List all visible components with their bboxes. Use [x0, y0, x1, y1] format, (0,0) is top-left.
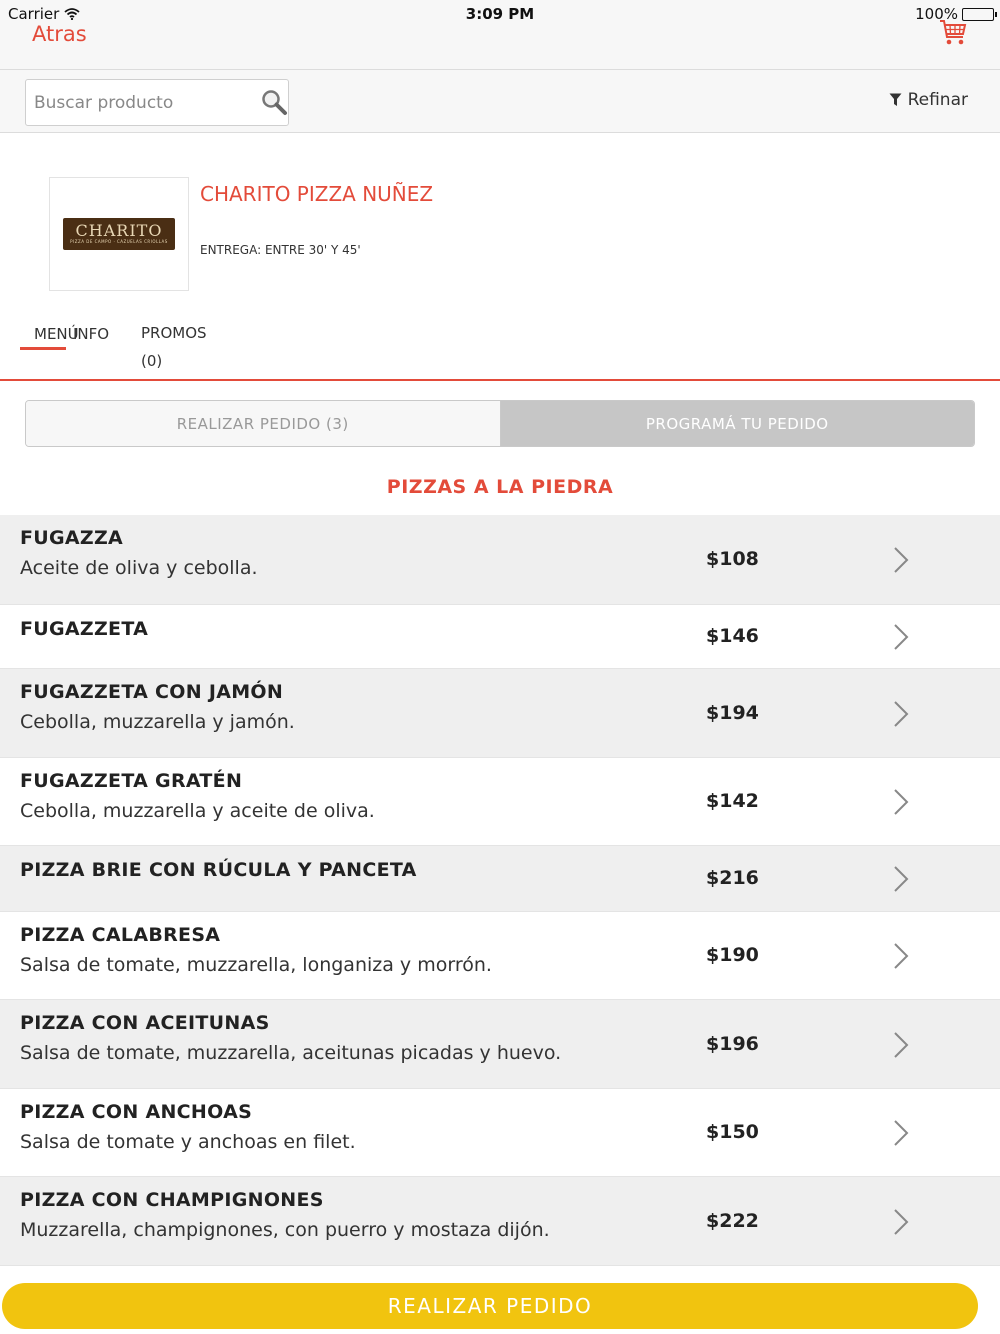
product-description: Salsa de tomate y anchoas en filet.	[20, 1131, 356, 1153]
tab-info[interactable]: INFO	[73, 325, 110, 343]
back-button[interactable]: Atras	[32, 22, 87, 46]
product-row[interactable]	[0, 846, 1000, 912]
product-row[interactable]	[0, 912, 1000, 1000]
place-order-button[interactable]: REALIZAR PEDIDO	[2, 1283, 978, 1329]
chevron-right-icon	[892, 1119, 910, 1147]
product-row[interactable]	[0, 1000, 1000, 1089]
refine-button[interactable]	[889, 90, 968, 110]
product-description: Muzzarella, champignones, con puerro y mostaza dijón.	[20, 1219, 550, 1241]
product-name: FUGAZZETA GRATÉN	[20, 770, 243, 792]
order-bar	[0, 1266, 1000, 1334]
product-row[interactable]	[0, 1177, 1000, 1266]
restaurant-name: CHARITO PIZZA NUÑEZ	[200, 182, 434, 206]
chevron-right-icon	[892, 788, 910, 816]
product-price: $108	[706, 548, 759, 570]
chevron-right-icon	[892, 546, 910, 574]
chevron-right-icon	[892, 865, 910, 893]
delivery-time: ENTREGA: ENTRE 30' Y 45'	[200, 243, 361, 257]
product-row[interactable]	[0, 669, 1000, 758]
tab-promos-label: PROMOS	[141, 324, 207, 342]
chevron-right-icon	[892, 942, 910, 970]
chevron-right-icon	[892, 700, 910, 728]
refine-label: Refinar	[907, 90, 968, 110]
section-title: PIZZAS A LA PIEDRA	[386, 476, 614, 498]
tab-menu[interactable]: MENÚ	[34, 325, 79, 343]
active-tab-indicator	[20, 347, 66, 350]
product-row[interactable]	[0, 1089, 1000, 1177]
tab-promos[interactable]	[141, 319, 207, 375]
chevron-right-icon	[892, 1208, 910, 1236]
search-icon[interactable]	[260, 88, 288, 116]
product-description: Cebolla, muzzarella y jamón.	[20, 711, 295, 733]
restaurant-logo	[49, 177, 189, 291]
search-box[interactable]	[25, 79, 289, 126]
tab-promos-count: (0)	[141, 352, 163, 370]
filter-icon	[889, 93, 902, 107]
product-list	[0, 515, 1000, 1266]
segment-schedule-order[interactable]: PROGRAMÁ TU PEDIDO	[501, 401, 975, 446]
tab-divider	[0, 379, 1000, 381]
product-name: PIZZA CALABRESA	[20, 924, 221, 946]
chevron-right-icon	[892, 1031, 910, 1059]
carrier-label: Carrier	[8, 5, 60, 23]
search-row	[0, 70, 1000, 133]
shopping-cart-icon[interactable]	[938, 18, 968, 46]
product-description: Aceite de oliva y cebolla.	[20, 557, 258, 579]
product-description: Salsa de tomate, muzzarella, longaniza y morrón.	[20, 954, 492, 976]
search-input[interactable]	[34, 88, 254, 118]
logo-subtext: PIZZA DE CAMPO · CAZUELAS CRIOLLAS	[70, 239, 168, 244]
status-carrier	[8, 5, 80, 23]
product-description: Salsa de tomate, muzzarella, aceitunas picadas y huevo.	[20, 1042, 562, 1064]
product-name: FUGAZZA	[20, 527, 124, 549]
product-name: PIZZA BRIE CON RÚCULA Y PANCETA	[20, 859, 417, 881]
product-price: $222	[706, 1209, 759, 1232]
product-price: $216	[706, 867, 759, 889]
top-bar	[0, 0, 1000, 70]
product-row[interactable]	[0, 605, 1000, 669]
order-mode-segment	[25, 400, 975, 447]
product-price: $190	[706, 944, 759, 966]
logo-text: CHARITO	[75, 221, 163, 240]
product-price: $194	[706, 701, 759, 724]
product-price: $146	[706, 625, 759, 647]
product-name: PIZZA CON ACEITUNAS	[20, 1012, 270, 1034]
wifi-icon	[64, 8, 80, 20]
product-row[interactable]	[0, 515, 1000, 605]
product-price: $196	[706, 1032, 759, 1055]
logo-image	[63, 218, 175, 250]
chevron-right-icon	[892, 623, 910, 651]
product-name: PIZZA CON ANCHOAS	[20, 1101, 253, 1123]
battery-label: 100%	[915, 5, 958, 23]
status-time: 3:09 PM	[465, 5, 535, 23]
product-description: Cebolla, muzzarella y aceite de oliva.	[20, 800, 375, 822]
product-row[interactable]	[0, 758, 1000, 846]
product-price: $142	[706, 790, 759, 812]
segment-place-order[interactable]: REALIZAR PEDIDO (3)	[26, 401, 501, 446]
product-name: PIZZA CON CHAMPIGNONES	[20, 1189, 324, 1211]
product-name: FUGAZZETA	[20, 618, 149, 640]
product-name: FUGAZZETA CON JAMÓN	[20, 681, 284, 703]
product-price: $150	[706, 1121, 759, 1143]
